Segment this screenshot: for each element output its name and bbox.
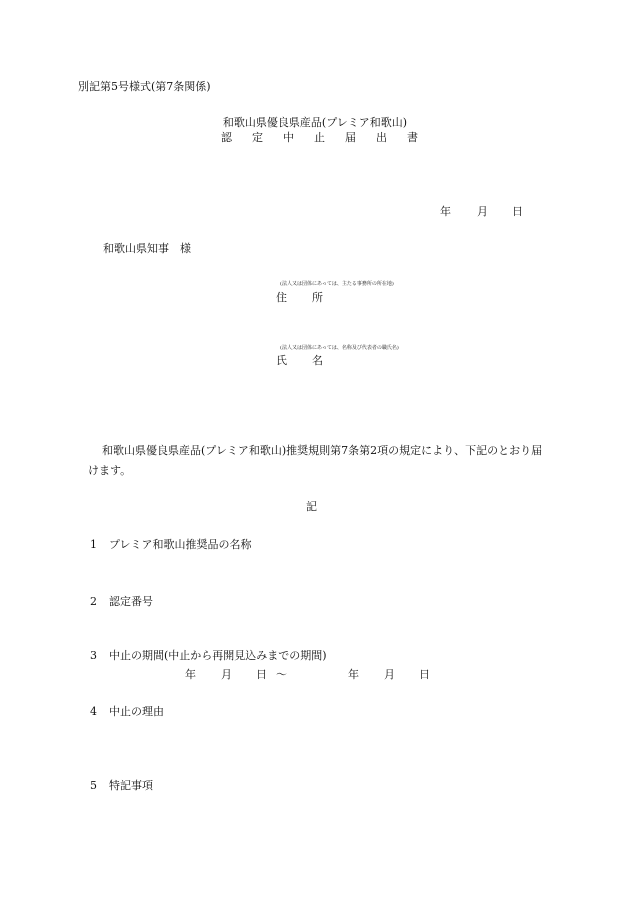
period-end-year: 年 [348,668,359,681]
item-number: 4 [90,705,97,718]
item-5 [90,779,153,793]
item-label: 特記事項 [109,779,153,792]
subtitle-char: 定 [252,131,263,144]
date-day: 日 [512,205,523,218]
item-label: 認定番号 [109,595,153,608]
date-year: 年 [440,205,451,218]
subtitle-char: 出 [376,131,387,144]
subtitle-char: 届 [345,131,356,144]
ki-heading: 記 [306,500,317,513]
subtitle-char: 止 [314,131,325,144]
item-4 [90,705,164,719]
item-number: 5 [90,779,97,792]
address-label-2: 所 [312,291,323,304]
name-note: (法人又は団体にあっては、名称及び代表者の職氏名) [280,345,399,351]
address-label-1: 住 [276,291,287,304]
address-note: (法人又は団体にあっては、主たる事務所の所在地) [280,281,394,287]
period-end-day: 日 [419,668,430,681]
subtitle-char: 中 [283,131,294,144]
period-tilde: 〜 [276,668,287,681]
item-number: 3 [90,649,97,662]
item-number: 2 [90,595,97,608]
period-end-month: 月 [384,668,395,681]
period-start-year: 年 [185,668,196,681]
period-start-month: 月 [221,668,232,681]
item-1 [90,538,252,552]
item-number: 1 [90,538,97,551]
subtitle-char: 書 [407,131,418,144]
subtitle-char: 認 [221,131,232,144]
period-start-day: 日 [256,668,267,681]
addressee: 和歌山県知事 様 [103,242,191,255]
form-number: 別記第5号様式(第7条関係) [78,80,211,93]
item-label: 中止の期間(中止から再開見込みまでの期間) [109,649,327,662]
name-label-1: 氏 [276,354,287,367]
item-3 [90,649,327,663]
document-title: 和歌山県優良県産品(プレミア和歌山) [222,116,408,129]
name-label-2: 名 [312,354,323,367]
item-2 [90,595,153,609]
date-month: 月 [477,205,488,218]
item-label: 中止の理由 [109,705,164,718]
body-text: 和歌山県優良県産品(プレミア和歌山)推奨規則第7条第2項の規定により、下記のとおり届けます。 [88,444,543,477]
item-label: プレミア和歌山推奨品の名称 [109,538,252,551]
